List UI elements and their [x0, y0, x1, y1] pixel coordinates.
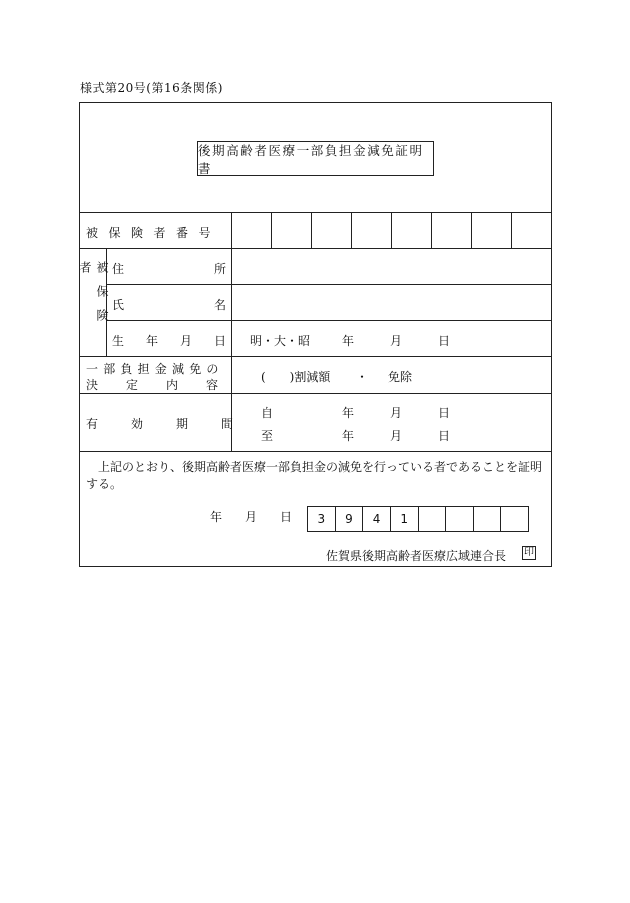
decision-separator: ・: [356, 370, 369, 384]
address-label: 住所: [112, 262, 317, 276]
insured-number-cell[interactable]: [312, 213, 352, 248]
validity-to-day: 日: [438, 429, 451, 443]
insured-number-cell[interactable]: [432, 213, 472, 248]
insured-group-label: [78, 261, 109, 345]
validity-from-year: 年: [342, 406, 355, 420]
issue-date-day: 日: [280, 510, 293, 524]
validity-from-day: 日: [438, 406, 451, 420]
birthdate-era-options[interactable]: 明・大・昭: [250, 334, 311, 348]
insured-number-cell[interactable]: [472, 213, 512, 248]
code-digit-box[interactable]: 1: [391, 507, 419, 531]
insured-number-cell[interactable]: [512, 213, 552, 248]
issue-date-year: 年: [210, 510, 223, 524]
name-label: 氏名: [112, 298, 317, 312]
validity-to-month: 月: [390, 429, 403, 443]
issue-date-month: 月: [245, 510, 258, 524]
code-digit-box[interactable]: [419, 507, 447, 531]
insured-number-cells: [232, 213, 552, 248]
insured-number-cell[interactable]: [392, 213, 432, 248]
insured-number-cell[interactable]: [232, 213, 272, 248]
code-digit-box[interactable]: [474, 507, 502, 531]
rule-birthdate-bottom: [80, 356, 551, 357]
insured-number-cell[interactable]: [352, 213, 392, 248]
code-digit-box[interactable]: 9: [336, 507, 364, 531]
validity-label: 有効期間: [86, 417, 267, 431]
decision-reduction-option[interactable]: ( )割減額: [261, 370, 331, 384]
code-digit-box[interactable]: [446, 507, 474, 531]
decision-label-line2: 決定内容: [86, 378, 247, 392]
birthdate-label: 生年月日: [112, 334, 249, 348]
birthdate-day: 日: [438, 334, 451, 348]
validity-from-prefix: 自: [261, 406, 274, 420]
insured-number-label: [86, 224, 225, 241]
address-field[interactable]: [232, 249, 551, 284]
code-digit-box[interactable]: 3: [308, 507, 336, 531]
birthdate-year: 年: [342, 334, 355, 348]
rule-name-bottom: [106, 320, 551, 321]
seal-mark: 印: [524, 547, 534, 558]
decision-exemption-option[interactable]: 免除: [388, 370, 413, 384]
validity-from-month: 月: [390, 406, 403, 420]
code-digit-box[interactable]: 4: [363, 507, 391, 531]
birthdate-month: 月: [390, 334, 403, 348]
rule-validity-bottom: [80, 451, 551, 452]
name-field[interactable]: [232, 285, 551, 320]
form-number-label: 様式第20号(第16条関係): [80, 81, 223, 95]
certificate-title: 後期高齢者医療一部負担金減免証明書: [197, 141, 434, 176]
code-digit-box[interactable]: [501, 507, 528, 531]
certificate-form: [79, 102, 552, 567]
validity-to-year: 年: [342, 429, 355, 443]
decision-label-line1: 一部負担金減免の: [86, 362, 224, 376]
insured-number-label-text: 被保険者番号: [86, 226, 222, 240]
issuer-name: 佐賀県後期高齢者医療広域連合長: [326, 549, 507, 563]
certification-statement: 上記のとおり、後期高齢者医療一部負担金の減免を行っている者であることを証明する。: [86, 460, 543, 491]
insured-number-cell[interactable]: [272, 213, 312, 248]
code-number-boxes: [307, 506, 529, 532]
insured-group-label-text: 被保険者: [78, 261, 109, 333]
rule-decision-bottom: [80, 393, 551, 394]
validity-to-prefix: 至: [261, 429, 274, 443]
